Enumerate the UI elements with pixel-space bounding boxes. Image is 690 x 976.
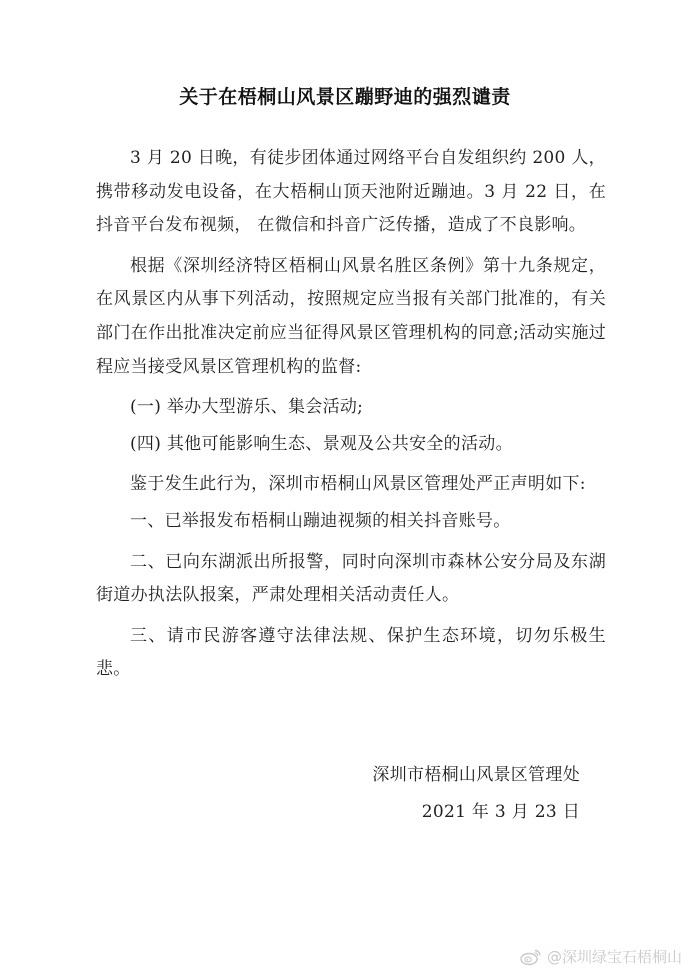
paragraph-incident: 3 月 20 日晚，有徒步团体通过网络平台自发组织约 200 人，携带移动发电设备，在大梧桐山顶天池附近蹦迪。3 月 22 日，在抖音平台发布视频， 在微信和抖音广泛传播，造成了不良影响。	[96, 148, 606, 236]
signature-date: 2021 年 3 月 23 日	[421, 802, 580, 822]
watermark-account: @深圳绿宝石梧桐山	[546, 948, 682, 966]
document-body	[96, 142, 606, 694]
weibo-icon	[520, 948, 542, 966]
document-title: 关于在梧桐山风景区蹦野迪的强烈谴责	[179, 86, 511, 108]
paragraph-action-two: 二、已向东湖派出所报警，同时向深圳市森林公安分局及东湖街道办执法队报案，严肃处理相关活动责任人。	[96, 551, 606, 606]
paragraph-statement-intro: 鉴于发生此行为，深圳市梧桐山风景区管理处严正声明如下:	[130, 474, 586, 495]
weibo-watermark	[520, 946, 682, 967]
paragraph-action-one: 一、已举报发布梧桐山蹦迪视频的相关抖音账号。	[130, 510, 511, 531]
paragraph-action-three: 三、请市民游客遵守法律法规、保护生态环境，切勿乐极生悲。	[96, 625, 606, 680]
signature-org: 深圳市梧桐山风景区管理处	[372, 765, 580, 785]
paragraph-item-one: (一) 举办大型游乐、集会活动;	[130, 397, 364, 418]
paragraph-item-four: (四) 其他可能影响生态、景观及公共安全的活动。	[130, 433, 513, 454]
paragraph-regulation: 根据《深圳经济特区梧桐山风景名胜区条例》第十九条规定，在风景区内从事下列活动，按照规定应当报有关部门批准的，有关部门在作出批准决定前应当征得风景区管理机构的同意;活动实施过程应当接受风景区管理机构的监督:	[96, 255, 606, 377]
